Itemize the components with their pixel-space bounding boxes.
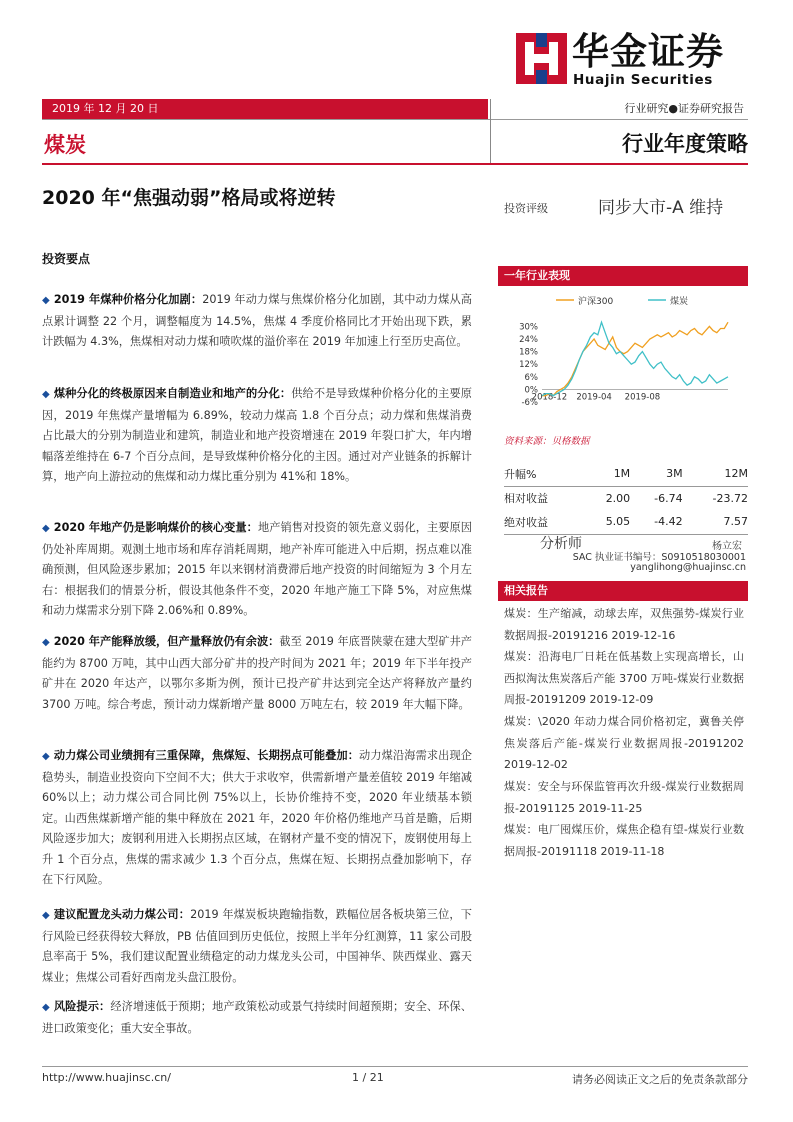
bullet-item [42,290,472,353]
rating-value: 同步大市-A 维持 [598,198,724,218]
x-tick-label: 2018-12 [531,392,568,403]
performance-chart [506,290,746,416]
table-cell: -23.72 [712,491,748,505]
related-report-link[interactable]: 煤炭：安全与环保监管再次升级-煤炭行业数据周报-20191125 2019-11-25 [504,780,744,815]
analyst-name: 杨立宏 [712,541,742,552]
footer-divider [42,1066,748,1067]
diamond-icon: ◆ [42,1002,50,1013]
diamond-icon: ◆ [42,523,50,534]
divider [42,119,748,120]
y-tick-label: 12% [519,360,538,371]
y-tick-label: 6% [524,372,538,383]
logo-chinese: 华金证券 [572,30,724,73]
x-tick-label: 2019-04 [576,392,612,403]
bullet-body: 经济增速低于预期；地产政策松动或景气持续时间超预期；安全、环保、进口政策变化；重大安全事故。 [42,1000,472,1035]
logo-mark [516,33,567,84]
related-report-link[interactable]: 煤炭：沿海电厂日耗在低基数上实现高增长，山西拟淘汰焦炭落后产能 3700 万吨-煤炭行业数据周报-20191209 2019-12-09 [504,650,744,706]
diamond-icon: ◆ [42,295,50,306]
bullet-body: 动力煤沿海需求出现企稳势头，制造业投资向下空间不大；供大于求收窄，供需新增产量差值较 2019 年缩减 60%以上；动力煤公司合同比例 75%以上，长协价维持不变，2020 年业绩基本锁定。山西焦煤新增产能的集中释放在 2021 年，2020 年价格仍维地产马首是瞻，后期风险逐步加大；废钢利用进入长期拐点区域，在钢材产量不变的情况下，废钢使用每上升 1 个百分点，焦煤的需求减少 1.3 个百分点，焦煤在短、长期拐点叠加影响下，存在下行风险。 [42,749,472,886]
table-header-row [504,462,748,486]
divider-vertical [490,99,491,163]
table-cell: 7.57 [683,510,748,534]
table-cell: -6.74 [654,491,683,505]
bullet-body: 截至 2019 年底晋陕蒙在建大型矿井产能约为 8700 万吨，其中山西大部分矿井的投产时间为 2021 年；2019 年下半年投产矿井在 2020 年达产，以鄂尔多斯为例，预计已投产矿井达到完全达产将释放产量约 3700 万吨。综合考虑，预计动力煤新增产量 8000 万吨左右，较 2019 年大幅下降。 [42,635,472,711]
performance-table [504,462,748,535]
table-row [504,486,748,510]
bullet-item [42,632,472,715]
y-tick-label: -6% [521,398,538,408]
bullet-lead: 动力煤公司业绩拥有三重保障，焦煤短、长期拐点可能叠加： [53,749,360,762]
table-cell: 相对收益 [504,492,548,506]
y-tick-label: 18% [519,347,538,358]
related-report-link[interactable]: 煤炭：生产缩减，动球去库，双焦强势-煤炭行业数据周报-20191216 2019-12-16 [504,607,744,642]
report-date: 2019 年 12 月 20 日 [52,102,159,115]
bullet-lead: 2020 年地产仍是影响煤价的核心变量： [53,521,258,534]
table-cell: -4.42 [630,510,682,534]
table-header-cell: 升幅% [504,462,585,486]
logo-english: Huajin Securities [573,72,713,88]
table-cell: 2.00 [605,491,631,505]
report-tags: 行业研究●证券研究报告 [624,102,744,115]
bullet-item [42,905,472,988]
y-tick-label: 0% [524,385,538,396]
bullet-lead: 建议配置龙头动力煤公司： [53,908,191,921]
x-tick-label: 2019-08 [624,392,661,403]
bullet-body: 地产销售对投资的领先意义弱化，主要原因仍处补库周期。观测土地市场和库存消耗周期，地产补库可能进入中后期，拐点难以准确预测，但风险逐步累加；2015 年以来钢材消费滞后地产投资的时间缩短为 3 个月左右：根据我们的情景分析，假设其他条件不变，2020 年地产施工下降 5%，对应焦煤和动力煤需求分别下降 2.06%和 0.89%。 [42,521,472,617]
bullet-body: 2019 年煤炭板块跑输指数，跌幅位居各板块第三位，下行风险已经获得较大释放，PB 估值回到历史低位，按照上半年分红测算，11 家公司股息率高于 5%，我们建议配置业绩稳定的动力煤龙头公司，中国神华、陕西煤业、露天煤业；焦煤公司看好西南龙头盘江股份。 [42,908,472,984]
diamond-icon: ◆ [42,389,50,400]
bullet-item [42,518,472,622]
table-header-cell: 1M [585,462,630,486]
bullet-lead: 煤种分化的终极原因来自制造业和地产的分化： [53,387,292,400]
rating-label: 投资评级 [504,202,548,215]
logo-icon [516,33,567,84]
bullet-body: 2019 年动力煤与焦煤价格分化加剧，其中动力煤从高点累计调整 22 个月，调整幅度为 14.5%，焦煤 4 季度价格同比才开始出现下跌，累计跌幅为 4.3%，焦煤相对动力煤和喷吹煤的溢价率在 2019 年加速上行至历史高位。 [42,293,472,348]
related-report-link[interactable]: 煤炭：\2020 年动力煤合同价格初定，冀鲁关停焦炭落后产能-煤炭行业数据周报-20191202 2019-12-02 [504,715,744,771]
footer-disclaimer: 请务必阅读正文之后的免责条款部分 [572,1073,748,1086]
key-points-heading: 投资要点 [42,252,91,266]
divider-thick [42,163,748,165]
report-type: 行业年度策略 [622,132,748,156]
analyst-cert: SAC 执业证书编号：S0910518030001 [572,552,746,563]
legend-label-coal: 煤炭 [670,297,689,307]
bullet-body: 供给不是导致煤种价格分化的主要原因，2019 年焦煤产量增幅为 6.89%，较动力煤高 1.8 个百分点；动力煤和焦煤消费占比最大的分别为制造业和建筑，制造业和地产投资增速在 2019 年裂口扩大，年内增幅落差维持在 6-7 个百分点间，是导致煤种价格分化的主因。通过对产业链条的拆解计算，地产向上游拉动的焦煤和动力煤比重分别为 41%和 18%。 [42,387,472,483]
table-header-cell: 3M [630,462,682,486]
bullet-item [42,384,472,488]
report-title: 2020 年“焦强动弱”格局或将逆转 [42,187,336,209]
diamond-icon: ◆ [42,751,50,762]
bullet-lead: 风险提示： [53,1000,111,1013]
page-number: 1 / 21 [352,1071,384,1084]
performance-heading: 一年行业表现 [498,266,748,286]
footer-url[interactable]: http://www.huajinsc.cn/ [42,1071,171,1084]
sector-name: 煤炭 [44,133,86,157]
related-heading: 相关报告 [498,581,748,601]
analyst-title: 分析师 [540,536,582,552]
table-header-cell: 12M [683,462,748,486]
y-tick-label: 24% [519,335,538,345]
y-tick-label: 30% [519,322,538,333]
table-cell: 5.05 [585,510,630,534]
diamond-icon: ◆ [42,637,50,648]
series-line-hs300 [542,322,728,396]
diamond-icon: ◆ [42,910,50,921]
bullet-item [42,746,472,891]
legend-label-hs300: 沪深300 [578,297,614,307]
related-report-link[interactable]: 煤炭：电厂囤煤压价，煤焦企稳有望-煤炭行业数据周报-20191118 2019-11-18 [504,823,744,858]
table-row [504,510,748,534]
analyst-email[interactable]: yanglihong@huajinsc.cn [630,562,746,573]
bullet-lead: 2020 年产能释放缓，但产量释放仍有余波： [53,635,280,648]
bullet-lead: 2019 年煤种价格分化加剧： [53,293,203,306]
bullet-item [42,997,472,1039]
table-cell: 绝对收益 [504,510,585,534]
chart-source: 资料来源：贝格数据 [504,436,590,447]
